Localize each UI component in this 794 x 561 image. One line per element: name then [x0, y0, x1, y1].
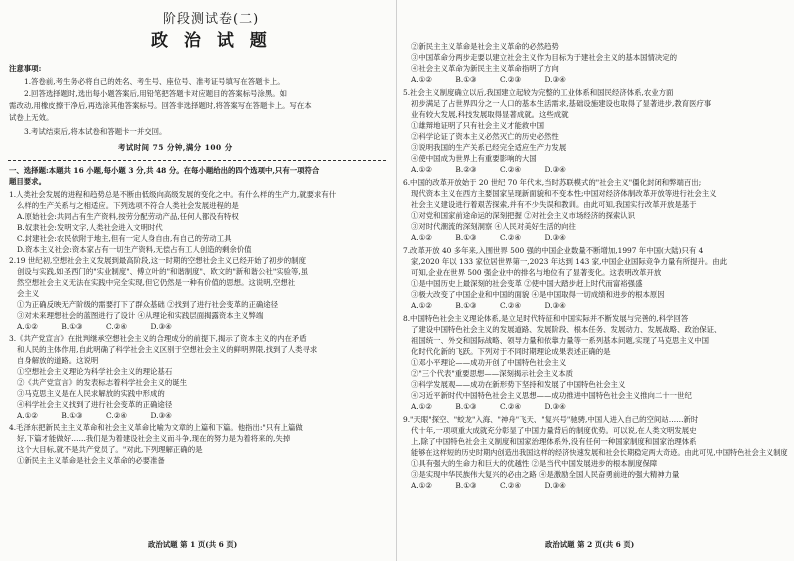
option-line: ①为正确反映无产阶级的需要打下了群众基础 ②找到了进行社会变革的正确途径 [17, 300, 279, 309]
question-line: 5.社会主义制度确立以后,我国建立起较为完整的工业体系和国民经济体系,农业方面 [403, 88, 674, 97]
answer-options: A.①② B.①③ C.②④ D.③④ [411, 402, 566, 411]
question-line: 9."天眼"探空、"蛟龙"入海、"神舟"飞天、"复兴号"驰骋,中国人进入自己的空间站……新时 [403, 415, 699, 424]
option-line: C.封建社会:农民依附于地主,但有一定人身自由,有自己的劳动工具 [17, 234, 232, 243]
notice-line: 2.回答选择题时,选出每小题答案后,用铅笔把答题卡对应题目的答案标号涂黑。如 [24, 89, 288, 98]
answer-options: A.①② B.②③ C.②④ D.③④ [411, 165, 566, 174]
option-line: A.原始社会:共同占有生产资料,按劳分配劳动产品,任何人都没有特权 [17, 212, 239, 221]
question-line: 了建设中国特色社会主义的发展道路、发展阶段、根本任务、发展动力、发展战略、政治保证、 [411, 325, 722, 334]
question-line: 创设与实践,如圣西门的"实业制度"、傅立叶的"和谐制度"、欧文的"新和谐公社"实验等,虽 [17, 267, 309, 276]
answer-options: A.①② B.①③ C.②③ D.③④ [411, 75, 566, 84]
question-line: 8.中国特色社会主义理论体系,是立足时代特征和中国实际并不断发展与完善的,科学回答 [403, 314, 689, 323]
answer-options: A.①② B.①③ C.②④ D.③④ [17, 322, 172, 331]
option-line: ②"三个代表"重要思想——深刻揭示社会主义本质 [411, 369, 574, 378]
question-line: 这个大目标,就不是共产党员了。"对此,下列理解正确的是 [17, 445, 203, 454]
option-line: ③中国革命分两步走要以建立社会主义作为目标为于建社会主义的基本国情决定的 [411, 53, 678, 62]
exam-title: 阶段测试卷(二) [163, 12, 260, 27]
page-footer: 政治试题 第 2 页(共 6 页) [545, 540, 635, 549]
option-line: ②新民主主义革命是社会主义革命的必然趋势 [411, 42, 559, 51]
exam-info: 考试时间 75 分钟,满分 100 分 [118, 143, 233, 152]
option-line: ④科学社会主义找到了进行社会变革的正确途径 [17, 400, 173, 409]
question-line: 祖国统一、外交和国际战略、领导力量和依靠力量等一系列基本问题,实现了马克思主义中国 [411, 336, 709, 345]
question-line: 6.中国的改革开放始于 20 世纪 70 年代末,当时苏联模式的"社会主义"僵化封闭和弊端百出; [403, 178, 702, 187]
subject-title: 政 治 试 题 [151, 31, 272, 51]
question-line: 和人民的主体作用,自此明确了科学社会主义区别于空想社会主义的鲜明界限,找到了人类寻求 [17, 345, 318, 354]
option-line: ②《共产党宣言》的发表标志着科学社会主义的诞生 [17, 378, 187, 387]
option-line: ④使中国成为世界上有重要影响的大国 [411, 154, 537, 163]
section-heading: 题目要求。 [9, 177, 46, 186]
question-line: 自身解放的道路。这说明 [17, 356, 99, 365]
question-line: 能够在这样短的历史时期内创造出我国这样的经济快速发展和社会长期稳定两大奇迹。由此可见,中国特色社会主义制度 [411, 448, 788, 457]
option-line: ③科学发展观——成功在新形势下坚持和发展了中国特色社会主义 [411, 380, 626, 389]
question-line: 会主义 [17, 289, 40, 298]
option-line: ②科学论证了资本主义必然灭亡的历史必然性 [411, 132, 559, 141]
question-line: 7.改革开放 40 多年来,入围世界 500 强的中国企业数量不断增加,1997 年中国(大陆)只有 4 [403, 246, 704, 255]
question-line: 上,除了中国特色社会主义制度和国家治理体系外,没有任何一种国家制度和国家治理体系 [411, 437, 697, 446]
question-line: 化时代化新的飞跃。下列对于不同时期理论成果表述正确的是 [411, 347, 611, 356]
option-line: ③说明我国的生产关系已经完全适应生产力发展 [411, 143, 567, 152]
answer-options: A.①② B.①③ C.②④ D.③④ [411, 481, 566, 490]
question-line: 3.《共产党宣言》在批判继承空想社会主义的合理成分的前提下,揭示了资本主义的内在矛盾 [9, 334, 307, 343]
option-line: ①新民主主义革命是社会主义革命的必要准备 [17, 456, 165, 465]
question-line: 初步满足了占世界四分之一人口的基本生活需求,基础设施建设也取得了显著进步,教育医疗事 [411, 99, 712, 108]
option-line: ③极大改变了中国企业和中国的面貌 ④是中国取得一切成绩和进步的根本原因 [411, 290, 665, 299]
section-heading: 一、选择题:本题共 16 小题,每小题 3 分,共 48 分。在每小题给出的四个选项中,只有一项符合 [9, 166, 320, 175]
option-line: ③马克思主义是在人民求解放的实践中形成的 [17, 389, 165, 398]
question-line: 4.毛泽东把新民主主义革命和社会主义革命比喻为文章的上篇和下篇。他指出:"只有上篇做 [9, 423, 303, 432]
option-line: ①对党和国家前途命运的深刻把握 ②对社会主义市场经济的探索认识 [411, 211, 636, 220]
question-line: 现代资本主义在西方主要国家呈现新面貌和不变本性;中国对经济体制改革开放等进行社会主义 [411, 189, 717, 198]
answer-options: A.①② B.①③ C.②④ D.③④ [411, 233, 566, 242]
question-line: 可知,企业在世界 500 强企业中的排名与地位有了显著变化。这表明改革开放 [411, 268, 662, 277]
page-footer: 政治试题 第 1 页(共 6 页) [148, 540, 238, 549]
notice-line: 1.答卷前,考生务必将自己的姓名、考生号、座位号、准考证号填写在答题卡上。 [24, 77, 285, 86]
question-line: 1.人类社会发展的进程和趋势总是不断由低级向高级发展的变化之中。有什么样的生产力,就要求有什 [9, 190, 337, 199]
divider [8, 160, 386, 161]
question-line: 家,2020 年以 133 家位居世界第一,2023 年达到 143 家,中国企业国际竞争力量有所提升。由此 [411, 257, 728, 266]
notice-line: 3.考试结束后,将本试卷和答题卡一并交回。 [24, 127, 167, 136]
question-line: 代十年,一项项重大成就充分彰显了中国力量背后的制度优势。可以说,在人类文明发展史 [411, 426, 697, 435]
option-line: ④习近平新时代中国特色社会主义思想——成功推进中国特色社会主义推向二十一世纪 [411, 391, 692, 400]
option-line: ①邓小平理论——成功开创了中国特色社会主义 [411, 358, 567, 367]
option-line: ①具有强大的生命力和巨大的优越性 ②是当代中国发展进步的根本制度保障 [411, 459, 658, 468]
page-right [397, 0, 794, 561]
option-line: ④社会主义革命为新民主主义革命指明了方向 [411, 64, 559, 73]
notice-line: 需改动,用橡皮擦干净后,再选涂其他答案标号。回答非选择题时,将答案写在答题卡上。写在本 [9, 101, 312, 110]
question-line: 2.19 世纪初,空想社会主义发展到最高阶段,这一时期的空想社会主义已经开始了初步的制度 [9, 256, 306, 265]
answer-options: A.①② B.①③ C.②④ D.③④ [17, 411, 172, 420]
option-line: B.奴隶社会:发明文字,人类社会进入文明时代 [17, 223, 163, 232]
question-line: 然空想社会主义无法在实践中完全实现,但它仍然是一种有价值的思想。这说明,空想社 [17, 278, 296, 287]
option-line: ①空想社会主义理论为科学社会主义的理论基石 [17, 367, 173, 376]
option-line: ③对未来理想社会的蓝图进行了设计 ④从理论和实践层面揭露资本主义弊端 [17, 311, 264, 320]
option-line: ①是中国历史上最深刻的社会变革 ②使中国大踏步赶上时代而富裕强盛 [411, 279, 643, 288]
option-line: ①雄辩地证明了只有社会主义才能救中国 [411, 121, 545, 130]
notice-heading: 注意事项: [9, 64, 42, 73]
notice-line: 试卷上无效。 [9, 113, 54, 122]
option-line: D.资本主义社会:资本家占有一切生产资料,无偿占有工人创造的剩余价值 [17, 245, 252, 254]
question-line: 业有较大发展,科技发展取得显著成就。这些成就 [411, 110, 569, 119]
question-line: 么样的生产关系与之相适应。下列选项不符合人类社会发展进程的是 [17, 201, 239, 210]
option-line: ③对时代潮流的深刻洞察 ④人民对美好生活的向往 [411, 222, 576, 231]
answer-options: A.①② B.①③ C.②④ D.③④ [411, 301, 566, 310]
question-line: 好,下篇才能做好……我们是为着建设社会主义而斗争,现在的努力是为着将来的,失掉 [17, 434, 291, 443]
question-line: 社会主义建设进行着艰苦探索,并有不少失误和教训。由此可知,我国实行改革开放是基于 [411, 200, 697, 209]
option-line: ③是实现中华民族伟大复兴的必由之路 ④是激励全国人民奋勇前进的强大精神力量 [411, 470, 680, 479]
